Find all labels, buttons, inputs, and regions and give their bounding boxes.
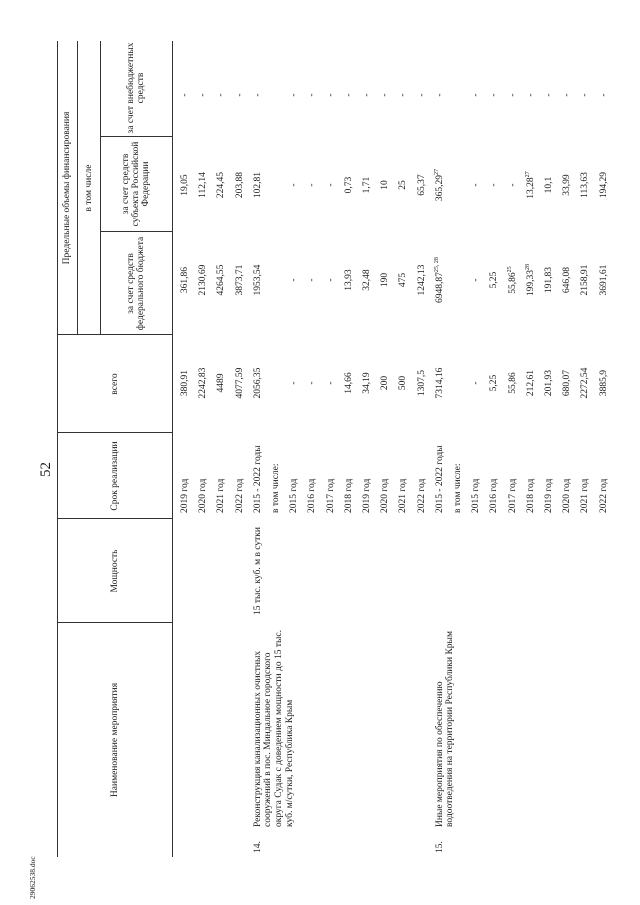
cell-total: - (325, 381, 336, 385)
cell-federal: 1953,54 (252, 264, 263, 296)
cell-total: - (289, 381, 300, 385)
cell-total: 7314,16 (434, 367, 445, 399)
cell-extra: - (252, 93, 263, 97)
cell-period: 2017 год (507, 478, 518, 513)
cell-regional: - (471, 183, 482, 187)
cell-extra: - (398, 93, 409, 97)
cell-period: 2020 год (380, 478, 391, 513)
footnote-ref: 25 (506, 266, 513, 273)
cell-period: 2015 год (289, 478, 300, 513)
cell-federal: 1242,13 (416, 264, 427, 296)
cell-federal: 5,25 (489, 271, 500, 289)
cell-regional: 224,45 (216, 171, 227, 199)
cell-regional: 10 (380, 180, 391, 190)
cell-federal: 32,48 (362, 269, 372, 291)
cell-period: 2016 год (307, 478, 318, 513)
cell-regional: 0,73 (343, 176, 354, 194)
cell-period: 2020 год (198, 478, 209, 513)
cell-regional: 25 (398, 180, 409, 190)
cell-num: 15. (434, 841, 445, 853)
cell-federal: - (289, 278, 300, 282)
cell-total: 4077,59 (234, 367, 245, 399)
footnote-ref: 28 (524, 263, 531, 270)
header-total: всего (110, 373, 120, 395)
cell-federal: 13,93 (343, 269, 354, 291)
cell-period: 2018 год (343, 478, 354, 513)
cell-total: 212,61 (525, 369, 536, 397)
cell-regional: 19,05 (180, 174, 190, 196)
cell-period: 2016 год (489, 478, 500, 513)
cell-period: 2022 год (598, 478, 609, 513)
cell-extra: - (544, 93, 554, 97)
cell-period: 2020 год (562, 478, 573, 513)
cell-total: 2056,35 (252, 367, 263, 399)
cell-federal: - (307, 278, 318, 282)
cell-total: 200 (380, 375, 391, 391)
cell-extra: - (489, 93, 500, 97)
header-period: Срок реализации (110, 441, 120, 511)
cell-extra: - (343, 93, 354, 97)
cell-extra: - (580, 93, 591, 97)
cell-extra: - (216, 93, 227, 97)
cell-regional: 65,37 (416, 174, 427, 196)
cell-regional: 102,81 (252, 171, 263, 199)
cell-total: - (307, 381, 318, 385)
cell-extra: - (598, 93, 609, 97)
cell-period: в том числе: (271, 463, 281, 513)
cell-total: 14,66 (343, 372, 354, 394)
cell-federal: 475 (398, 272, 409, 288)
cell-federal: 3873,71 (234, 264, 245, 296)
cell-federal: 361,86 (180, 266, 190, 294)
cell-extra: - (416, 93, 427, 97)
cell-total: 201,93 (544, 369, 554, 397)
cell-federal: 646,08 (562, 266, 573, 294)
cell-extra: - (380, 93, 391, 97)
cell-period: 2018 год (525, 478, 536, 513)
cell-federal: - (325, 278, 336, 282)
cell-regional: - (507, 183, 518, 187)
cell-total: 2272,54 (580, 367, 591, 399)
cell-total: 55,86 (507, 372, 518, 394)
cell-total: 34,19 (362, 372, 372, 394)
cell-regional: 1,71 (362, 176, 372, 194)
cell-extra: - (562, 93, 573, 97)
cell-total: 2242,83 (198, 367, 209, 399)
cell-period: в том числе: (453, 463, 463, 513)
cell-regional: - (325, 183, 336, 187)
cell-extra: - (525, 93, 536, 97)
cell-extra: - (471, 93, 482, 97)
cell-period: 2019 год (544, 478, 554, 513)
cell-regional: - (307, 183, 318, 187)
cell-extra: - (234, 93, 245, 97)
col-divider-federal (100, 231, 173, 232)
footnote-ref: 25, 28 (433, 257, 440, 273)
cell-federal: 6948,87$^{25, 28}$ (433, 257, 445, 303)
header-federal: за счет средств федерального бюджета (126, 236, 146, 331)
cell-extra: - (507, 93, 518, 97)
header-funding: Предельные объемы финансирования (62, 111, 72, 265)
cell-total: 4489 (216, 373, 227, 393)
cell-total: 5,25 (489, 374, 500, 392)
header-extrabudget: за счет внебюджетных средств (126, 42, 146, 134)
cell-regional: - (289, 183, 300, 187)
cell-extra: - (198, 93, 209, 97)
cell-federal: 3691,61 (598, 264, 609, 296)
cell-regional: 112,14 (198, 172, 209, 198)
cell-period: 2015 - 2022 годы (252, 445, 263, 513)
page-number: 52 (38, 462, 54, 477)
col-divider-regional (100, 136, 173, 137)
cell-period: 2019 год (362, 478, 372, 513)
cell-regional: 203,88 (234, 171, 245, 199)
cell-federal: 190 (380, 272, 391, 288)
cell-regional: - (489, 183, 500, 187)
cell-federal: - (471, 278, 482, 282)
cell-total: 680,07 (562, 369, 573, 397)
cell-regional: 365,29$^{27}$ (433, 168, 445, 202)
cell-period: 2021 год (580, 478, 591, 513)
cell-federal: 4264,55 (216, 264, 227, 296)
header-capacity: Мощность (110, 549, 120, 593)
cell-regional: 33,99 (562, 174, 573, 196)
cell-name: Иные мероприятия по обеспечению водоотведения на территории Республики Крым (434, 631, 456, 827)
cell-period: 2015 год (471, 478, 482, 513)
cell-federal: 2130,69 (198, 264, 209, 296)
cell-extra: - (180, 93, 190, 97)
cell-federal: 2158,91 (580, 264, 591, 296)
cell-period: 2019 год (180, 478, 190, 513)
cell-period: 2017 год (325, 478, 336, 513)
cell-capacity: 15 тыс. куб. м в сутки (252, 526, 263, 615)
cell-federal: 199,33$^{28}$ (524, 263, 536, 297)
cell-period: 2022 год (416, 478, 427, 513)
cell-period: 2021 год (398, 478, 409, 513)
cell-period: 2022 год (234, 478, 245, 513)
cell-regional: 113,63 (580, 172, 591, 198)
cell-period: 2015 - 2022 годы (434, 445, 445, 513)
cell-period: 2021 год (216, 478, 227, 513)
cell-federal: 55,86$^{25}$ (506, 266, 518, 294)
footnote-ref: 27 (524, 171, 531, 178)
cell-extra: - (362, 93, 372, 97)
footer-code: 29062538.doc (28, 856, 37, 899)
header-including: в том числе (83, 164, 94, 212)
cell-num: 14. (252, 841, 263, 853)
cell-regional: 10,1 (544, 176, 554, 194)
header-regional: за счет средств субъекта Российской Федерации (121, 141, 151, 227)
footnote-ref: 27 (433, 168, 440, 175)
cell-extra: - (289, 93, 300, 97)
cell-total: 500 (398, 375, 409, 391)
cell-extra: - (434, 93, 445, 97)
cell-extra: - (325, 93, 336, 97)
cell-name: Реконструкция канализационных очистных сооружений в пос. Миндальное городского округа Судак с доведением мощности до 15 тыс. куб. м/сутки, Республика Крым (252, 630, 295, 827)
cell-total: 3885,9 (598, 369, 609, 397)
cell-federal: 191,83 (544, 266, 554, 294)
cell-regional: 194,29 (598, 171, 609, 199)
cell-extra: - (307, 93, 318, 97)
cell-regional: 13,28$^{27}$ (524, 171, 536, 199)
cell-total: - (471, 381, 482, 385)
cell-total: 380,91 (180, 369, 190, 397)
cell-total: 1307,5 (416, 369, 427, 397)
header-name: Наименование мероприятия (110, 682, 120, 798)
